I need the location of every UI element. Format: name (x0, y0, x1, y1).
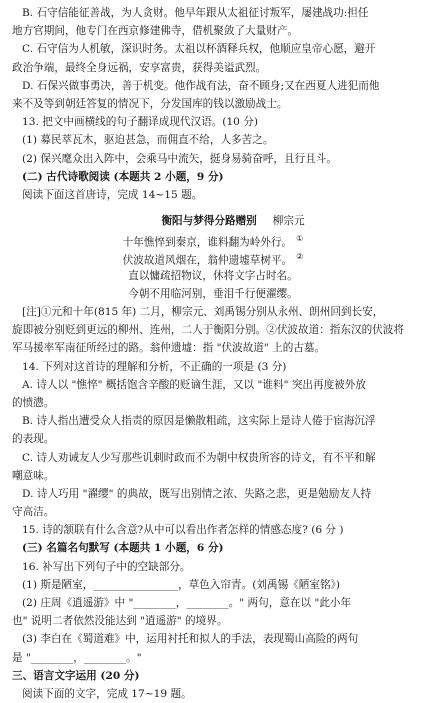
text-line: 阅读下面的文字，完成 17~19 题。 (22, 687, 192, 700)
spacer (12, 204, 414, 212)
poem-line-text: 十年憔悴到秦京，谁料翻为岭外行。 (122, 236, 293, 249)
text-line: 三、语言文字运用 (20 分) (12, 669, 140, 682)
poem-line (12, 230, 414, 248)
poem-title: 衡阳与梦得分路赠别 (161, 215, 257, 228)
text-line: (1) 募民萃瓦木，驱迫甚急，而佣直不给，人多苦之。 (22, 134, 274, 147)
poem-body (12, 230, 414, 303)
poem-author: 柳宗元 (272, 215, 305, 228)
poem-line-text: 直以慵疏招物议，休将文字占时名。 (128, 269, 298, 282)
text-line: D. 石保兴做事勇决，善于机变。他作战有法，奋不顾身;又在西夏人进犯而他 (22, 79, 380, 92)
text-line: 政治争端，最终全身远祸，安享富贵，获得美谥武烈。 (12, 61, 267, 74)
text-line: (二) 古代诗歌阅读 (本题共 2 小题，9 分) (22, 170, 224, 183)
poem-line (12, 248, 414, 266)
footnote-mark: ② (296, 252, 304, 262)
text-line: 军马援率军南征所经过的路。翁仲遗墟：指 "伏波故道" 上的古墓。 (12, 342, 326, 355)
poem-line (12, 267, 414, 285)
text-line: B. 石守信能征善战，为人贪财。他早年跟从太祖征讨叛军，屡建战功:担任 (22, 7, 369, 19)
poem-line (12, 285, 414, 303)
text-line: 嘲意味。 (12, 469, 55, 482)
text-line: 阅读下面这首唐诗，完成 14~15 题。 (22, 188, 203, 201)
text-line: 来不及等到朝廷答复的情况下，分发国库的钱以激励战士。 (12, 97, 288, 110)
text-line: (3) 李白在《蜀道难》中，运用衬托和拟人的手法，表现蜀山高险的两句 (22, 633, 359, 646)
text-line: (1) 斯是陋室，________________，草色入帘青。(刘禹锡《陋室铭》) (22, 578, 340, 591)
text-line: 的表现。 (12, 433, 55, 446)
text-line: 是 "________，________。" (12, 651, 142, 664)
text-line: 旋即被分别贬到更远的柳州、连州，二人于衡阳分别。②伏波故道：指东汉的伏波将 (12, 324, 404, 337)
text-line: 15. 诗的颔联有什么含意?从中可以看出作者怎样的情感态度? (6 分 ) (22, 524, 344, 537)
text-line: 地方官期间，他专门在西京修建佛寺，借机聚敛了大量财产。 (12, 25, 299, 38)
text-line: (2) 庄周《逍遥游》中 "________，________。" 两句，意在以 "此小年 (22, 597, 352, 609)
text-line: (2) 保兴麾众出入阵中，会乘马中流矢，挺身易骑奋呼，且行且斗。 (22, 152, 337, 165)
text-line: 13. 把文中画横线的句子翻译成现代汉语。(10 分) (22, 116, 259, 129)
poem-line-text: 伏波故道风烟在，翁仲遗墟草树平。 (122, 254, 293, 267)
text-line: [注]①元和十年(815 年) 二月，柳宗元、刘禹锡分别从永州、朗州回到长安， (22, 306, 384, 318)
text-line: B. 诗人指出遭受众人指责的原因是懒散粗疏，这实际上是诗人倦于宦海沉浮 (22, 415, 376, 428)
text-line: 也" 说明二者依然没能达到 "逍遥游" 的境界。 (12, 615, 228, 628)
text-line: 守高洁。 (12, 506, 55, 519)
notes-and-questions-section (12, 303, 414, 703)
text-line: C. 石守信为人机敏，深识时务。太祖以杯酒释兵权，他顺应皇帝心愿，避开 (22, 43, 376, 56)
text-line: A. 诗人以 "憔悴" 概括饱含辛酸的贬谪生涯，又以 "谁料" 突出再度被外放 (22, 378, 366, 391)
footnote-mark: ① (296, 234, 304, 244)
text-line: 16. 补写出下列句子中的空缺部分。 (22, 560, 191, 573)
question-options-section (12, 4, 414, 204)
text-line: 的愤懑。 (12, 396, 55, 409)
text-line: D. 诗人巧用 "濯缨" 的典故，既写出别情之浓、失路之悲，更是勉励友人持 (22, 487, 372, 500)
poem-line-text: 今朝不用临河别，垂泪千行便濯缨。 (128, 287, 298, 300)
text-line: (三) 名篇名句默写 (本题共 1 小题，6 分) (22, 542, 224, 555)
poem-title-line (12, 212, 414, 230)
text-line: 14. 下列对这首诗的理解和分析，不正确的一项是 (3 分) (22, 360, 287, 373)
text-line: C. 诗人劝诫友人少写那些讥刺时政而不为朝中权贵所容的诗文，有不平和解 (22, 451, 376, 464)
